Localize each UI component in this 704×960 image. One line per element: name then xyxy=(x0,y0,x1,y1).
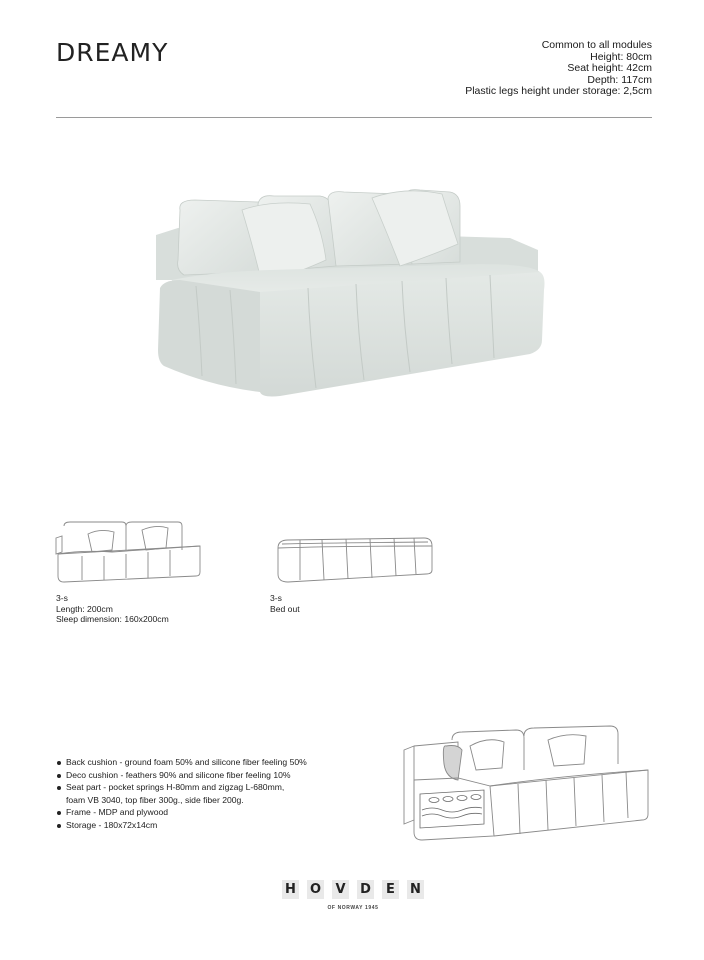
spec-line: Height: 80cm xyxy=(590,50,652,63)
sofa-product-photo xyxy=(150,180,550,405)
materials-item: Seat part - pocket springs H-80mm and zigzag L-680mm, xyxy=(56,781,307,794)
materials-item: Back cushion - ground foam 50% and silicone fiber feeling 50% xyxy=(56,756,307,769)
sofa-bed-out-line-drawing xyxy=(274,534,436,586)
storage-cutaway-drawing xyxy=(398,720,654,848)
module-name: 3-s xyxy=(270,593,282,603)
spec-line: Common to all modules xyxy=(541,39,652,51)
header-divider xyxy=(56,117,652,118)
module-bed-out-label: Bed out xyxy=(270,603,300,614)
module-sleep-dimension: Sleep dimension: 160x200cm xyxy=(56,614,169,625)
sofa-3s-line-drawing xyxy=(52,516,204,588)
materials-list xyxy=(56,756,307,832)
bullet-icon xyxy=(57,786,61,790)
module-length: Length: 200cm xyxy=(56,603,113,614)
materials-item-continued: foam VB 3040, top fiber 300g., side fiber 200g. xyxy=(66,794,244,805)
bullet-icon xyxy=(57,761,61,765)
bullet-icon xyxy=(57,824,61,828)
bullet-icon xyxy=(57,811,61,815)
spec-line: Plastic legs height under storage: 2,5cm xyxy=(465,85,652,98)
dimension-specs xyxy=(465,40,652,98)
module-bed-out-info xyxy=(270,593,300,614)
module-name: 3-s xyxy=(56,593,68,603)
module-3s-info xyxy=(56,593,169,625)
materials-item: Storage - 180x72x14cm xyxy=(56,819,307,832)
spec-line: Seat height: 42cm xyxy=(567,62,652,75)
materials-item: Deco cushion - feathers 90% and silicone fiber feeling 10% xyxy=(56,769,307,782)
bullet-icon xyxy=(57,774,61,778)
brand-logo xyxy=(282,880,424,911)
spec-line: Depth: 117cm xyxy=(587,73,652,86)
materials-item: Frame - MDP and plywood xyxy=(56,806,307,819)
brand-wordmark: H O V D E N xyxy=(282,880,424,899)
brand-tagline: OF NORWAY 1945 xyxy=(327,905,379,911)
product-title: DREAMY xyxy=(56,38,169,67)
